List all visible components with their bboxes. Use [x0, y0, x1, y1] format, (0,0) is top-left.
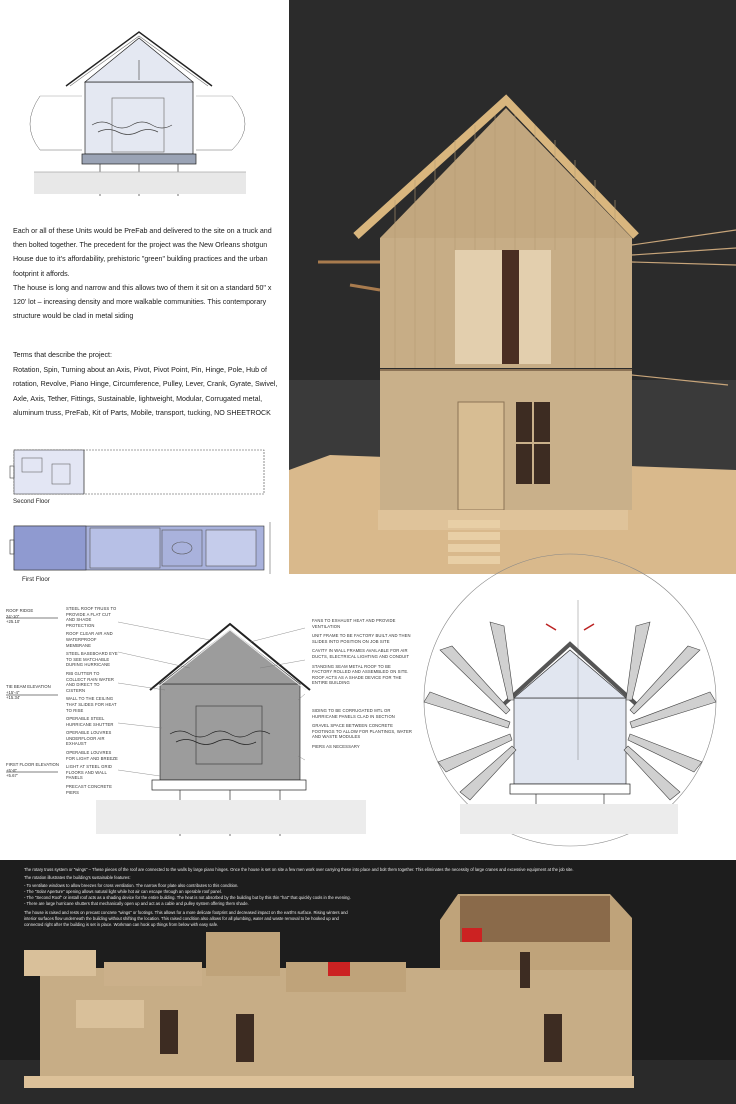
intro-paragraph-1: Each or all of these Units would be PreFab and delivered to the site on a truck and then bolted together. The precedent for the project was the New Orleans shotgun House due to it's affordability, prehistoric "green" building practices and the urban footprint it affords. [13, 227, 272, 278]
bottom-bullet: - To ventilate windows to allow breezes for cross ventilation. The narrow floor plate also contributes to this condition. [24, 883, 239, 889]
second-floor-label: Second Floor [13, 498, 50, 505]
bottom-bullet: - The "Second Roof" or install roof acts as a shading device for the entire building. The heat is not absorbed by the building but by this thin "hat" that quickly cools in the evening. [24, 895, 351, 901]
section-left-notes [66, 606, 118, 798]
note: RIB GUTTER TO COLLECT RAIN WATER AND DIRECT TO CISTERN [66, 670, 115, 693]
note: PRECAST CONCRETE PIERS [66, 784, 112, 795]
note: UNIT FRAME TO BE FACTORY BUILT AND THEN SLIDES INTO POSITION ON JOB SITE [312, 633, 411, 644]
note: WALL TO THE CEILING THAT SLIDES FOR HEAT TO RISE [66, 696, 117, 713]
intro-text [13, 224, 285, 323]
note: LIGHT AT STEEL GRID FLOORS AND WALL PANELS [66, 764, 112, 781]
small-section-drawing [30, 32, 246, 196]
note: PIERS AS NECESSARY [312, 743, 360, 749]
terms-heading: Terms that describe the project: [13, 351, 112, 359]
note: ROOF CLEAR AIR AND WATERPROOF MEMBRANE [66, 631, 113, 648]
elevation-roof-ridge [6, 608, 66, 625]
note: CAVITY IN WALL FRAMES AVAILABLE FOR AIR DUCTS, ELECTRICAL LIGHTING AND CONDUIT [312, 648, 410, 659]
note: OPERABLE LOUVRES FOR LIGHT AND BREEZE [66, 750, 118, 761]
terms-list: Rotation, Spin, Turning about an Axis, Pivot, Pivot Point, Pin, Hinge, Pole, Hub of rotation, Revolve, Piano Hinge, Circumference, Pulley, Lever, Crank, Gyrate, Swivel, Axle, Axis, Tether, Fittings, Sustainable, lightweight, Modular, Corrugated metal, aluminum truss, PreFab, Kit of Parts, Mobile, transport, tucking, NO SHEETROCK [13, 365, 278, 418]
bottom-paragraph-2: The rotation illustrates the building's sustainable features: [24, 875, 131, 881]
section-right-notes [312, 618, 412, 754]
elevation-first-floor [6, 762, 66, 779]
bottom-paragraph-3: The house is raised and rests on precast concrete "wings" or footings. This allows for a more delicate footprint and decreased impact on the earth's surface. Rising winters and interior surfaces flow underneath the building without shifting the location. This raised condition also allows for all plumbing, water and waste removal to be hooked up and connected right after the building is set in place. Workman can hook up things from below with easy safe. [24, 909, 348, 927]
first-floor-plan [10, 522, 270, 574]
bottom-paragraph-1: The rotary truss system or "wings" – These pieces of the roof are connected to the walls by large piano hinges. Once the house is set on site a few men work over carrying these into place and bolt them together. This eliminates the necessity of large cranes and excessive equipment at the job site. [24, 867, 574, 872]
elevation-label: TIE BEAM ELEVATION [6, 684, 51, 689]
model-photo-front [289, 0, 736, 574]
note: STEEL BASEBOARD EYE TO SEE MATCHABLE DURING HURRICANE [66, 651, 118, 668]
bottom-bullet: - There are large hurricane shutters that mechanically open up and act as a cable and pulley system offering them shade. [24, 901, 249, 907]
bottom-description [24, 867, 714, 930]
note: GRAVEL SPACE BETWEEN CONCRETE FOOTINGS TO ALLOW FOR PLANTINGS, WATER AND WASTE MODULES [312, 723, 412, 740]
second-floor-plan [10, 450, 264, 494]
note: FANS TO EXHAUST HEAT AND PROVIDE VENTILATION [312, 618, 396, 629]
note: STEEL ROOF TRUSS TO PROVIDE A FLAT CUT AND SHADE PROTECTION [66, 606, 117, 628]
elevation-tie-beam [6, 684, 66, 701]
note: OPERABLE STEEL HURRICANE SHUTTER [66, 716, 114, 727]
elevation-label: FIRST FLOOR ELEVATION [6, 762, 60, 767]
note: STANDING SEAM METAL ROOF TO BE FACTORY ROLLED AND ASSEMBLED ON SITE. ROOF ACTS AS A SHADE DEVICE FOR THE ENTIRE BUILDING [312, 663, 409, 686]
terms-block [13, 348, 285, 421]
note: SIDING TO BE CORRUGATED MTL OR HURRICANE PANELS CLAD IN SECTION [312, 707, 395, 719]
bottom-bullet: - The "Solar Aperture" opening allows natural light while hot air can escape through an operable roof panel. [24, 889, 222, 895]
elevation-value: +5'-8" +5.67' [6, 767, 18, 779]
elevation-value: 24'-10" +25.10' [6, 613, 21, 625]
note: OPERABLE LOUVRES UNDERFLOOR AIR EXHAUST [66, 730, 112, 747]
elevation-value: +15'-4" +15.34' [6, 689, 21, 701]
elevation-label: ROOF RIDGE [6, 608, 34, 613]
first-floor-label: First Floor [22, 576, 50, 583]
intro-paragraph-2: The house is long and narrow and this allows two of them it sit on a standard 50" x 120' lot – increasing density and more walkable communities. This contemporary structure would be clad in metal siding [13, 283, 272, 321]
rotating-wings-diagram [424, 554, 716, 846]
